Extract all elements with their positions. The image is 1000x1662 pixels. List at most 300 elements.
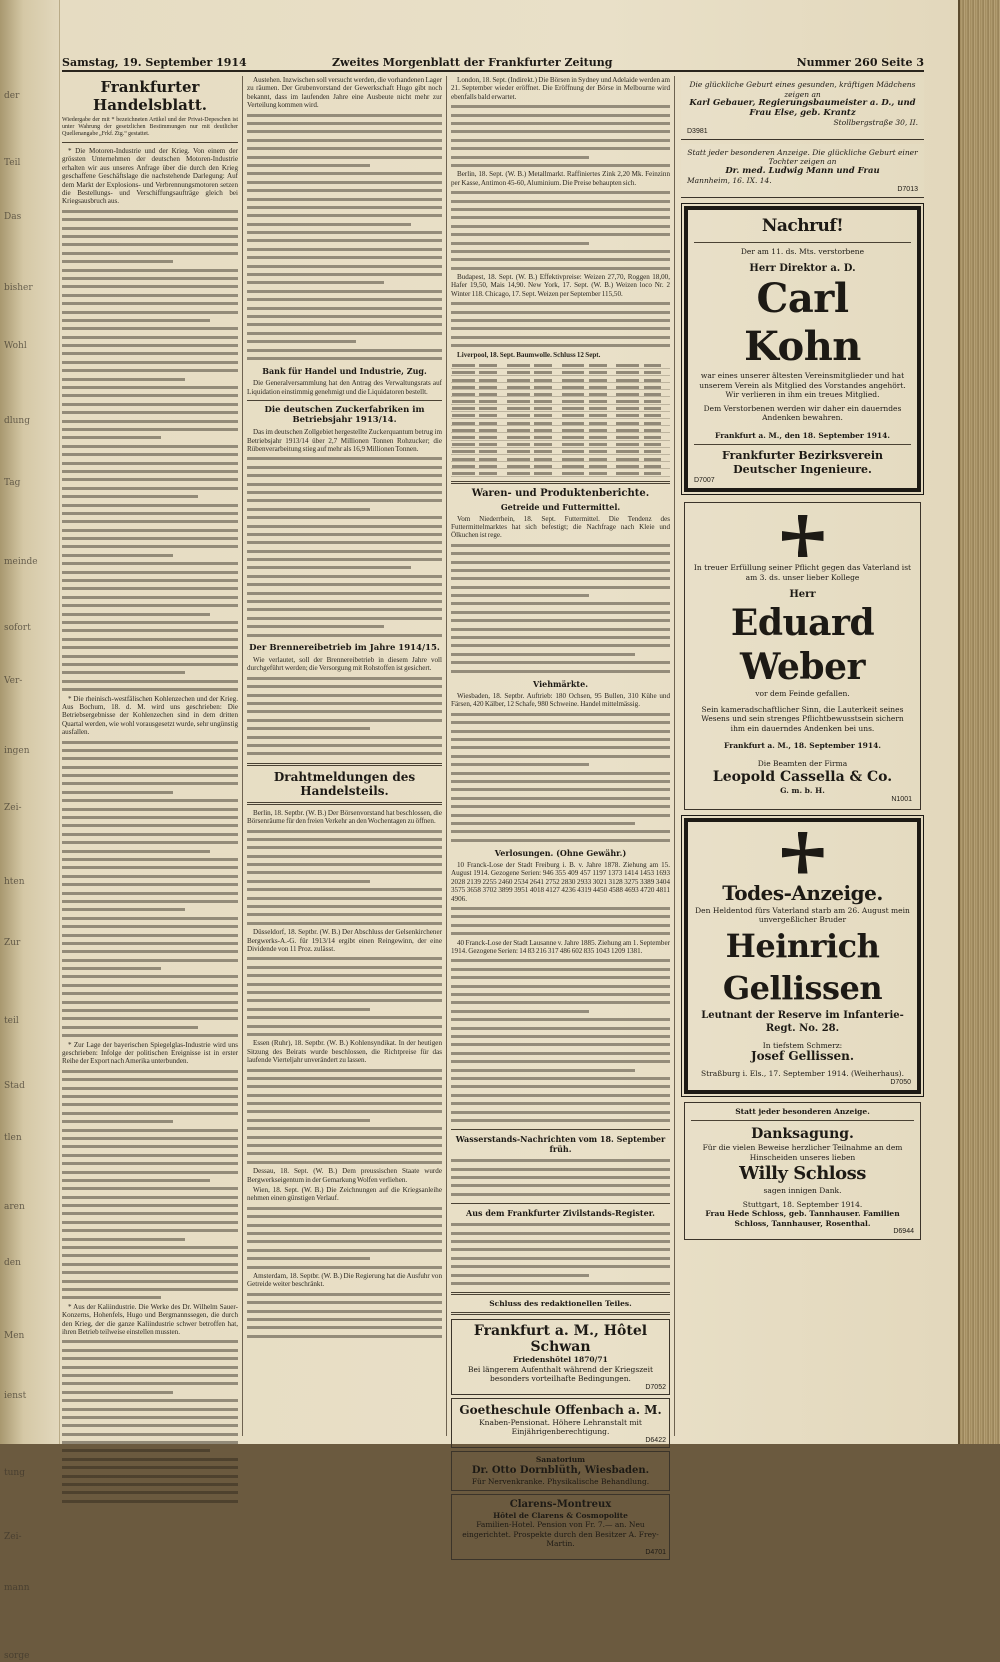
text-line bbox=[247, 556, 442, 564]
table-cell bbox=[615, 454, 642, 461]
article-kohlenzechen: * Die rheinisch-westfälischen Kohlenzechen und der Krieg. Aus Bochum, 18. d. M. wird uns geschrieben: Die Betriebsergebnisse der Kohlenzechen sind in dem dritten Quartal werden, wie wohl vorausgesetzt wurde, sehr ungünstig ausfallen. bbox=[62, 694, 238, 737]
text-line bbox=[451, 1016, 670, 1024]
illegible-text bbox=[247, 1291, 442, 1341]
illegible-text bbox=[62, 739, 238, 1041]
text-line bbox=[247, 632, 442, 640]
text-line bbox=[247, 1023, 442, 1031]
text-line bbox=[62, 1143, 238, 1151]
text-line bbox=[247, 1125, 442, 1133]
table-cell bbox=[451, 469, 478, 476]
text-line bbox=[62, 1093, 238, 1101]
illegible-text bbox=[451, 103, 670, 170]
fold-fragment: der bbox=[4, 91, 20, 101]
table-cell bbox=[588, 462, 615, 469]
text-line bbox=[62, 1227, 238, 1235]
weber-name: Eduard Weber bbox=[730, 602, 875, 688]
table-cell bbox=[561, 368, 588, 375]
fold-fragment: Teil bbox=[4, 158, 21, 168]
text-line bbox=[247, 321, 442, 329]
clarens-sub: Hôtel de Clarens & Cosmopolite bbox=[493, 1510, 628, 1520]
text-line bbox=[62, 636, 238, 644]
table-cell bbox=[615, 411, 642, 418]
text-line bbox=[62, 1194, 238, 1202]
text-line bbox=[247, 489, 442, 497]
weber-firm-form: G. m. b. H. bbox=[780, 786, 825, 795]
text-line bbox=[62, 585, 238, 593]
text-line bbox=[451, 795, 670, 803]
text-line bbox=[62, 325, 238, 333]
table-cell bbox=[451, 397, 478, 404]
text-line bbox=[62, 216, 238, 224]
text-line bbox=[451, 198, 670, 206]
table-cell bbox=[451, 368, 478, 375]
ad-hotel-schwan bbox=[451, 1319, 670, 1395]
illegible-text bbox=[451, 542, 670, 676]
table-row bbox=[451, 375, 670, 382]
gellissen-title: Todes-Anzeige. bbox=[722, 880, 883, 905]
table-cell bbox=[643, 454, 670, 461]
text-line bbox=[62, 392, 238, 400]
thanks-schloss bbox=[684, 1102, 921, 1241]
text-line bbox=[451, 1058, 670, 1066]
text-line bbox=[62, 789, 173, 797]
text-line bbox=[247, 506, 370, 514]
text-line bbox=[247, 895, 442, 903]
text-line bbox=[247, 844, 442, 852]
table-cell bbox=[506, 469, 533, 476]
table-row bbox=[451, 462, 670, 469]
text-line bbox=[451, 1067, 635, 1075]
text-line bbox=[62, 1032, 238, 1040]
text-line bbox=[247, 531, 442, 539]
text-line bbox=[247, 288, 442, 296]
text-line bbox=[62, 999, 238, 1007]
text-line bbox=[451, 334, 670, 342]
text-line bbox=[451, 761, 589, 769]
fold-fragment: Men bbox=[4, 1331, 25, 1341]
table-cell bbox=[533, 383, 560, 390]
kohn-text2: Dem Verstorbenen werden wir daher ein dauerndes Andenken bewahren. bbox=[703, 403, 902, 422]
text-line bbox=[247, 1299, 442, 1307]
table-cell bbox=[643, 390, 670, 397]
article-vieh: Wiesbaden, 18. Septbr. Auftrieb: 180 Ochsen, 95 Bullen, 310 Kühe und Färsen, 420 Kälber, 12 Schafe, 980 Schweine. Handel mittelmässig. bbox=[451, 692, 670, 709]
text-line bbox=[247, 305, 442, 313]
fold-fragment: hten bbox=[4, 877, 25, 887]
text-line bbox=[451, 309, 670, 317]
text-line bbox=[451, 256, 670, 264]
text-line bbox=[451, 1025, 670, 1033]
section-title: Frankfurter Handelsblatt. bbox=[93, 78, 207, 114]
text-line bbox=[62, 241, 238, 249]
text-line bbox=[247, 708, 442, 716]
illegible-text bbox=[451, 905, 670, 939]
text-line bbox=[451, 617, 670, 625]
fold-fragment: Tag bbox=[4, 478, 21, 488]
text-line bbox=[247, 355, 442, 363]
table-cell bbox=[615, 383, 642, 390]
table-row bbox=[451, 404, 670, 411]
ad-code: D7007 bbox=[694, 477, 715, 484]
text-line bbox=[451, 1182, 670, 1190]
text-line bbox=[247, 1083, 442, 1091]
text-line bbox=[62, 1431, 238, 1439]
table-cell bbox=[643, 368, 670, 375]
illegible-text bbox=[451, 957, 670, 1125]
birth2-place: Mannheim, 16. IX. 14. bbox=[687, 176, 772, 185]
text-line bbox=[62, 552, 173, 560]
table-cell bbox=[643, 361, 670, 368]
text-line bbox=[451, 137, 670, 145]
text-line bbox=[62, 434, 161, 442]
table-cell bbox=[451, 419, 478, 426]
fold-fragment: Wohl bbox=[4, 341, 27, 351]
table-cell bbox=[478, 368, 505, 375]
text-line bbox=[62, 1185, 238, 1193]
text-line bbox=[451, 983, 670, 991]
text-line bbox=[451, 189, 670, 197]
text-line bbox=[451, 154, 589, 162]
heading-drahtmeldungen: Drahtmeldungen des Handelsteils. bbox=[273, 769, 416, 798]
text-line bbox=[451, 103, 670, 111]
table-cell bbox=[478, 433, 505, 440]
text-line bbox=[62, 560, 238, 568]
text-line bbox=[247, 989, 442, 997]
table-cell bbox=[451, 404, 478, 411]
text-line bbox=[451, 913, 670, 921]
table-cell bbox=[451, 433, 478, 440]
text-line bbox=[62, 258, 173, 266]
text-line bbox=[62, 1219, 238, 1227]
table-cell bbox=[561, 440, 588, 447]
text-line bbox=[62, 443, 238, 451]
text-line bbox=[62, 1101, 238, 1109]
text-line bbox=[451, 567, 670, 575]
article-brennerei: Wie verlautet, soll der Brennereibetrieb in diesem Jahre voll durchgeführt werden; die Versorgung mit Rohstoffen ist gesichert. bbox=[247, 655, 442, 673]
text-line bbox=[451, 778, 670, 786]
text-line bbox=[62, 1024, 198, 1032]
table-cell bbox=[615, 469, 642, 476]
text-line bbox=[62, 611, 210, 619]
table-cell bbox=[533, 419, 560, 426]
text-line bbox=[62, 1261, 238, 1269]
table-cell bbox=[615, 440, 642, 447]
text-line bbox=[62, 780, 238, 788]
lottery-lausanne: 40 Franck-Lose der Stadt Lausanne v. Jahre 1885. Ziehung am 1. September 1914. Gezogene Serien: 14 83 216 317 486 602 835 1043 1209 1381. bbox=[451, 938, 670, 956]
text-line bbox=[247, 162, 370, 170]
text-line bbox=[247, 1291, 442, 1299]
illegible-text bbox=[247, 955, 442, 1039]
text-line bbox=[451, 1008, 589, 1016]
table-cell bbox=[615, 426, 642, 433]
obituary-weber bbox=[684, 502, 921, 810]
hotel-schwan-text: Bei längerem Aufenthalt während der Kriegszeit besonders vorteilhafte Bedingungen. bbox=[467, 1364, 654, 1384]
illegible-text bbox=[62, 208, 238, 695]
fold-fragment: ienst bbox=[4, 1391, 27, 1401]
text-line bbox=[62, 460, 238, 468]
table-cell bbox=[588, 383, 615, 390]
table-cell bbox=[615, 419, 642, 426]
illegible-text bbox=[247, 1205, 442, 1272]
text-line bbox=[247, 481, 442, 489]
fold-fragment: bisher bbox=[4, 283, 33, 293]
text-line bbox=[247, 606, 442, 614]
text-line bbox=[62, 493, 198, 501]
table-cell bbox=[561, 404, 588, 411]
text-line bbox=[247, 590, 442, 598]
text-line bbox=[62, 755, 238, 763]
text-line bbox=[451, 575, 670, 583]
text-line bbox=[451, 214, 670, 222]
article-futtermittel: Vom Niederrhein, 18. Sept. Futtermittel. Die Tendenz des Futtermittelmarktes hat sich befestigt; die Nachfrage nach Kleie und Ölkuchen ist rege. bbox=[451, 514, 670, 540]
text-line bbox=[62, 309, 238, 317]
text-line bbox=[62, 275, 238, 283]
text-line bbox=[62, 502, 238, 510]
text-line bbox=[451, 1033, 670, 1041]
header-issue: Nummer 260 Seite 3 bbox=[796, 56, 924, 69]
article-zucker: Das im deutschen Zollgebiet hergestellte Zuckerquantum betrug im Betriebsjahr 1913/14 über 2,7 Millionen Tonnen Rohzucker; die Rübenverarbeitung stieg auf mehr als 16,9 Millionen Tonnen. bbox=[247, 428, 442, 453]
text-line bbox=[451, 1238, 670, 1246]
text-line bbox=[62, 577, 238, 585]
text-line bbox=[62, 233, 238, 241]
text-line bbox=[451, 1272, 589, 1280]
text-line bbox=[451, 974, 670, 982]
heading-zucker: Die deutschen Zuckerfabriken im Betriebsjahr 1913/14. bbox=[264, 405, 425, 426]
text-line bbox=[62, 510, 238, 518]
text-line bbox=[62, 627, 238, 635]
fold-fragment: sorge bbox=[4, 1651, 30, 1661]
table-row bbox=[451, 411, 670, 418]
illegible-text bbox=[62, 1338, 238, 1506]
text-line bbox=[62, 1338, 238, 1346]
table-cell bbox=[533, 361, 560, 368]
text-line bbox=[62, 418, 238, 426]
text-line bbox=[247, 598, 442, 606]
schloss-thanks: sagen innigen Dank. bbox=[763, 1186, 842, 1195]
text-line bbox=[451, 112, 670, 120]
text-line bbox=[62, 225, 238, 233]
text-line bbox=[62, 1269, 238, 1277]
liverpool-heading: Liverpool, 18. Sept. Baumwolle. Schluss 12 Sept. bbox=[457, 350, 601, 359]
text-line bbox=[451, 317, 670, 325]
text-line bbox=[451, 1230, 670, 1238]
table-cell bbox=[588, 368, 615, 375]
text-line bbox=[62, 1068, 238, 1076]
text-line bbox=[62, 1406, 238, 1414]
gellissen-place: Straßburg i. Els., 17. September 1914. (Weiherhaus). bbox=[701, 1069, 904, 1078]
table-cell bbox=[478, 469, 505, 476]
table-cell bbox=[478, 390, 505, 397]
text-line bbox=[451, 550, 670, 558]
ad-code: D7052 bbox=[645, 1383, 666, 1391]
illegible-text bbox=[247, 1067, 442, 1168]
gellissen-intro: Den Heldentod fürs Vaterland starb am 26. August mein unvergeßlicher Bruder bbox=[695, 905, 910, 924]
text-line bbox=[62, 1169, 238, 1177]
text-line bbox=[247, 717, 442, 725]
table-cell bbox=[533, 469, 560, 476]
text-line bbox=[62, 569, 238, 577]
column-1 bbox=[62, 76, 238, 1436]
illegible-text bbox=[451, 189, 670, 273]
text-line bbox=[62, 334, 238, 342]
text-line bbox=[247, 742, 442, 750]
weber-herr: Herr bbox=[789, 589, 816, 600]
ad-code: D4701 bbox=[645, 1548, 666, 1556]
text-line bbox=[451, 642, 670, 650]
text-line bbox=[247, 1222, 442, 1230]
table-cell bbox=[643, 397, 670, 404]
table-cell bbox=[451, 375, 478, 382]
text-line bbox=[62, 1439, 238, 1447]
table-cell bbox=[478, 397, 505, 404]
text-line bbox=[451, 803, 670, 811]
table-row bbox=[451, 433, 670, 440]
text-line bbox=[247, 279, 384, 287]
table-row bbox=[451, 426, 670, 433]
ad-code: N1001 bbox=[891, 795, 912, 803]
iron-cross-icon bbox=[782, 832, 824, 874]
table-cell bbox=[643, 404, 670, 411]
text-line bbox=[62, 906, 185, 914]
text-line bbox=[62, 1202, 238, 1210]
text-line bbox=[247, 1205, 442, 1213]
illegible-text bbox=[451, 1157, 670, 1199]
text-line bbox=[451, 231, 670, 239]
kohn-date: Frankfurt a. M., den 18. September 1914. bbox=[715, 430, 890, 440]
text-line bbox=[247, 347, 442, 355]
table-row bbox=[451, 397, 670, 404]
text-line bbox=[451, 1075, 670, 1083]
text-line bbox=[62, 1152, 238, 1160]
table-row bbox=[451, 368, 670, 375]
table-cell bbox=[451, 462, 478, 469]
text-line bbox=[62, 1015, 238, 1023]
table-row bbox=[451, 440, 670, 447]
heading-zivilstand: Aus dem Frankfurter Zivilstands-Register. bbox=[466, 1208, 655, 1219]
table-cell bbox=[615, 368, 642, 375]
table-cell bbox=[533, 440, 560, 447]
text-line bbox=[247, 1247, 442, 1255]
sanatorium-text: Für Nervenkranke. Physikalische Behandlung. bbox=[471, 1477, 650, 1487]
text-line bbox=[451, 1255, 670, 1263]
table-cell bbox=[588, 361, 615, 368]
hotel-schwan-name: Frankfurt a. M., Hôtel Schwan bbox=[473, 1323, 648, 1356]
text-line bbox=[451, 922, 670, 930]
schloss-text: Für die vielen Beweise herzlicher Teilnahme an dem Hinscheiden unseres lieben bbox=[702, 1143, 903, 1162]
text-line bbox=[62, 350, 238, 358]
text-line bbox=[62, 1498, 238, 1506]
fold-fragment: Zei- bbox=[4, 1532, 22, 1542]
heading-vieh: Viehmärkte. bbox=[533, 679, 588, 689]
birth2-parents: Dr. med. Ludwig Mann und Frau bbox=[725, 165, 880, 176]
column-3 bbox=[446, 76, 670, 1556]
table-cell bbox=[561, 411, 588, 418]
text-line bbox=[247, 271, 442, 279]
text-line bbox=[451, 248, 670, 256]
text-line bbox=[451, 744, 670, 752]
obituary-gellissen bbox=[684, 818, 921, 1094]
text-line bbox=[247, 514, 442, 522]
text-line bbox=[247, 497, 442, 505]
fold-fragment: meinde bbox=[4, 557, 38, 567]
fold-fragment: aren bbox=[4, 1202, 25, 1212]
text-line bbox=[62, 250, 238, 258]
table-cell bbox=[588, 426, 615, 433]
table-cell bbox=[533, 433, 560, 440]
text-line bbox=[247, 120, 442, 128]
table-cell bbox=[478, 454, 505, 461]
text-line bbox=[247, 1264, 442, 1272]
text-line bbox=[247, 1075, 442, 1083]
table-cell bbox=[615, 361, 642, 368]
fold-fragment: tung bbox=[4, 1468, 25, 1478]
school-text: Knaben-Pensionat. Höhere Lehranstalt mit Einjährigenberechtigung. bbox=[479, 1417, 642, 1437]
table-cell bbox=[506, 433, 533, 440]
text-line bbox=[247, 1142, 442, 1150]
text-line bbox=[451, 719, 670, 727]
table-cell bbox=[533, 375, 560, 382]
text-line bbox=[62, 990, 238, 998]
table-cell bbox=[615, 397, 642, 404]
text-line bbox=[62, 678, 238, 686]
text-line bbox=[62, 300, 238, 308]
text-line bbox=[247, 313, 442, 321]
birth1-text: Die glückliche Geburt eines gesunden, kräftigen Mädchens zeigen an bbox=[689, 80, 916, 99]
text-line bbox=[451, 206, 670, 214]
birth1-parents: Karl Gebauer, Regierungsbaumeister a. D., und Frau Else, geb. Krantz bbox=[689, 98, 916, 118]
text-line bbox=[62, 957, 238, 965]
table-cell bbox=[533, 447, 560, 454]
text-line bbox=[62, 1489, 238, 1497]
text-line bbox=[62, 772, 238, 780]
text-line bbox=[247, 1067, 442, 1075]
table-cell bbox=[506, 383, 533, 390]
table-cell bbox=[588, 454, 615, 461]
table-cell bbox=[478, 462, 505, 469]
text-line bbox=[62, 864, 238, 872]
heading-brennerei: Der Brennereibetrieb im Jahre 1914/15. bbox=[249, 642, 440, 653]
text-line bbox=[451, 1246, 670, 1254]
kohn-name: Carl Kohn bbox=[744, 275, 861, 370]
text-line bbox=[451, 711, 670, 719]
text-line bbox=[62, 915, 238, 923]
text-line bbox=[62, 317, 210, 325]
text-line bbox=[247, 548, 442, 556]
table-cell bbox=[506, 361, 533, 368]
fold-fragment: dlung bbox=[4, 416, 30, 426]
text-line bbox=[247, 263, 442, 271]
sanatorium-label: Sanatorium bbox=[535, 1454, 586, 1464]
text-line bbox=[451, 905, 670, 913]
table-cell bbox=[478, 419, 505, 426]
text-line bbox=[247, 1230, 442, 1238]
table-cell bbox=[478, 447, 505, 454]
wire-amsterdam: Amsterdam, 18. Septbr. (W. B.) Die Regierung hat die Ausfuhr von Getreide weiter beschränkt. bbox=[247, 1271, 442, 1289]
text-line bbox=[451, 728, 670, 736]
text-line bbox=[62, 1286, 238, 1294]
text-line bbox=[451, 966, 670, 974]
column-2 bbox=[242, 76, 442, 1436]
table-row bbox=[451, 383, 670, 390]
kohn-title: Nachruf! bbox=[761, 215, 844, 236]
text-line bbox=[62, 948, 238, 956]
schloss-name: Willy Schloss bbox=[739, 1163, 866, 1184]
text-line bbox=[451, 584, 670, 592]
weber-firm: Leopold Cassella & Co. bbox=[712, 769, 893, 785]
text-line bbox=[62, 426, 238, 434]
text-line bbox=[247, 964, 442, 972]
text-line bbox=[247, 338, 356, 346]
text-line bbox=[451, 1280, 670, 1288]
